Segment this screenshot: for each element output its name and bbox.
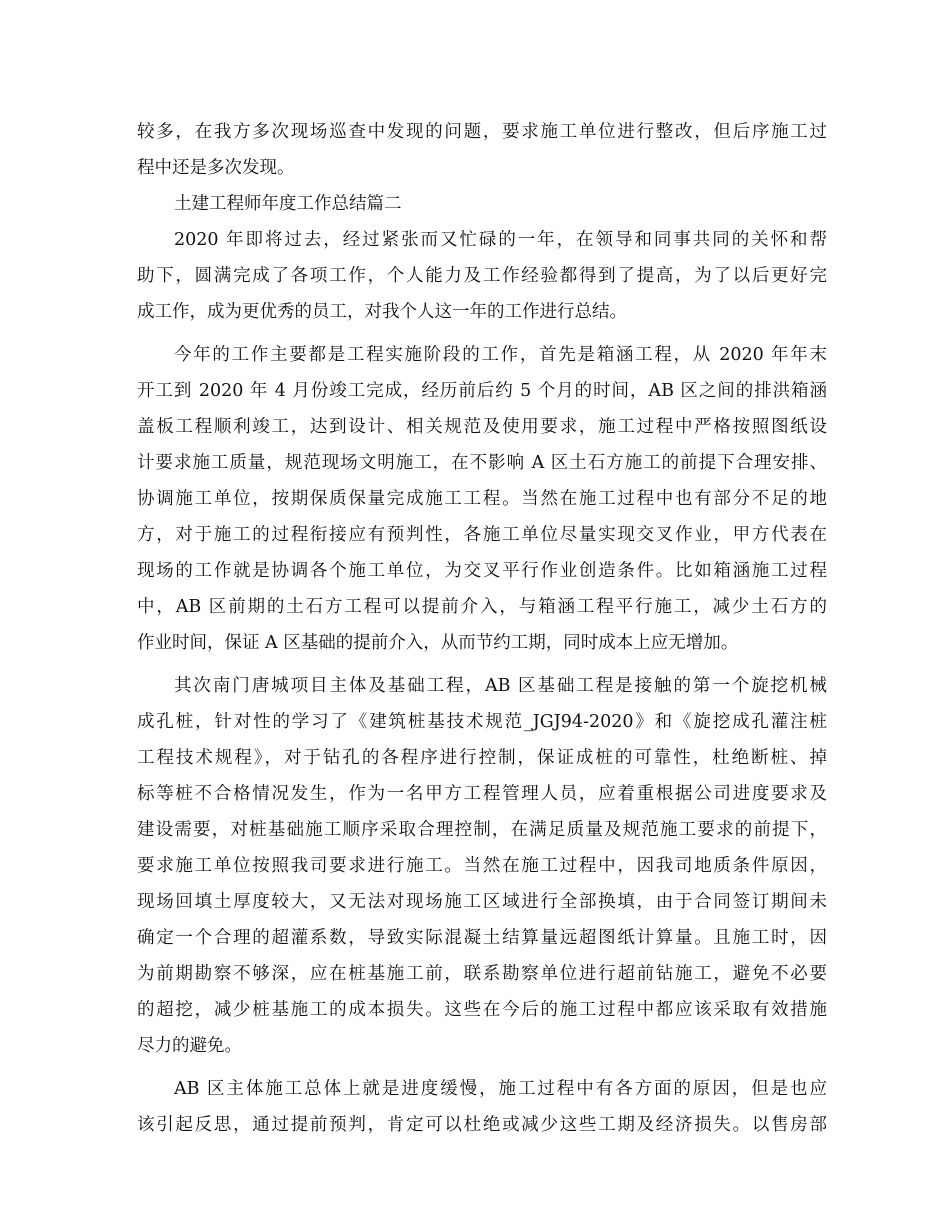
text-line: 今年的工作主要都是工程实施阶段的工作，首先是箱涵工程，从 2020 年年末 (174, 345, 827, 365)
text-line: 协调施工单位，按期保质保量完成施工工程。当然在施工过程中也有部分不足的地 (137, 489, 827, 509)
text-line: 助下，圆满完成了各项工作，个人能力及工作经验都得到了提高，为了以后更好完 (137, 266, 827, 286)
text-line: 成工作，成为更优秀的员工，对我个人这一年的工作进行总结。 (137, 302, 627, 322)
text-line: 成孔桩，针对性的学习了《建筑桩基技术规范_JGJ94-2020》和《旋挖成孔灌注桩 (137, 712, 827, 732)
text-line: 为前期勘察不够深，应在桩基施工前，联系勘察单位进行超前钻施工，避免不必要 (137, 964, 827, 984)
text-line: 较多，在我方多次现场巡查中发现的问题，要求施工单位进行整改，但后序施工过 (137, 122, 827, 142)
text-line: 2020 年即将过去，经过紧张而又忙碌的一年，在领导和同事共同的关怀和帮 (174, 230, 827, 250)
text-line: 盖板工程顺利竣工，达到设计、相关规范及使用要求，施工过程中严格按照图纸设 (137, 417, 827, 437)
section-heading: 土建工程师年度工作总结篇二 (174, 194, 402, 214)
text-line: 开工到 2020 年 4 月份竣工完成，经历前后约 5 个月的时间，AB 区之间的排洪箱涵 (137, 381, 827, 401)
text-line: 其次南门唐城项目主体及基础工程，AB 区基础工程是接触的第一个旋挖机械 (174, 676, 827, 696)
text-line: 计要求施工质量，规范现场文明施工，在不影响 A 区土石方施工的前提下合理安排、 (137, 453, 827, 473)
text-line: 要求施工单位按照我司要求进行施工。当然在施工过程中，因我司地质条件原因， (137, 856, 827, 876)
text-line: 该引起反思，通过提前预判，肯定可以杜绝或减少这些工期及经济损失。以售房部 (137, 1115, 827, 1135)
text-line: 中，AB 区前期的土石方工程可以提前介入，与箱涵工程平行施工，减少土石方的 (137, 597, 827, 617)
text-line: 建设需要，对桩基础施工顺序采取合理控制，在满足质量及规范施工要求的前提下， (137, 820, 827, 840)
text-line: AB 区主体施工总体上就是进度缓慢，施工过程中有各方面的原因，但是也应 (174, 1079, 827, 1099)
text-line: 程中还是多次发现。 (137, 158, 295, 178)
text-line: 的超挖，减少桩基施工的成本损失。这些在今后的施工过程中都应该采取有效措施 (137, 1000, 827, 1020)
text-line: 作业时间，保证 A 区基础的提前介入，从而节约工期，同时成本上应无增加。 (137, 633, 739, 653)
text-line: 方，对于施工的过程衔接应有预判性，各施工单位尽量实现交叉作业，甲方代表在 (137, 525, 827, 545)
text-line: 工程技术规程》，对于钻孔的各程序进行控制，保证成桩的可靠性，杜绝断桩、掉 (137, 748, 827, 768)
text-line: 标等桩不合格情况发生，作为一名甲方工程管理人员，应着重根据公司进度要求及 (137, 784, 827, 804)
text-line: 现场的工作就是协调各个施工单位，为交叉平行作业创造条件。比如箱涵施工过程 (137, 561, 827, 581)
text-line: 尽力的避免。 (137, 1036, 242, 1056)
text-line: 现场回填土厚度较大，又无法对现场施工区域进行全部换填，由于合同签订期间未 (137, 892, 827, 912)
text-line: 确定一个合理的超灌系数，导致实际混凝土结算量远超图纸计算量。且施工时，因 (137, 928, 827, 948)
